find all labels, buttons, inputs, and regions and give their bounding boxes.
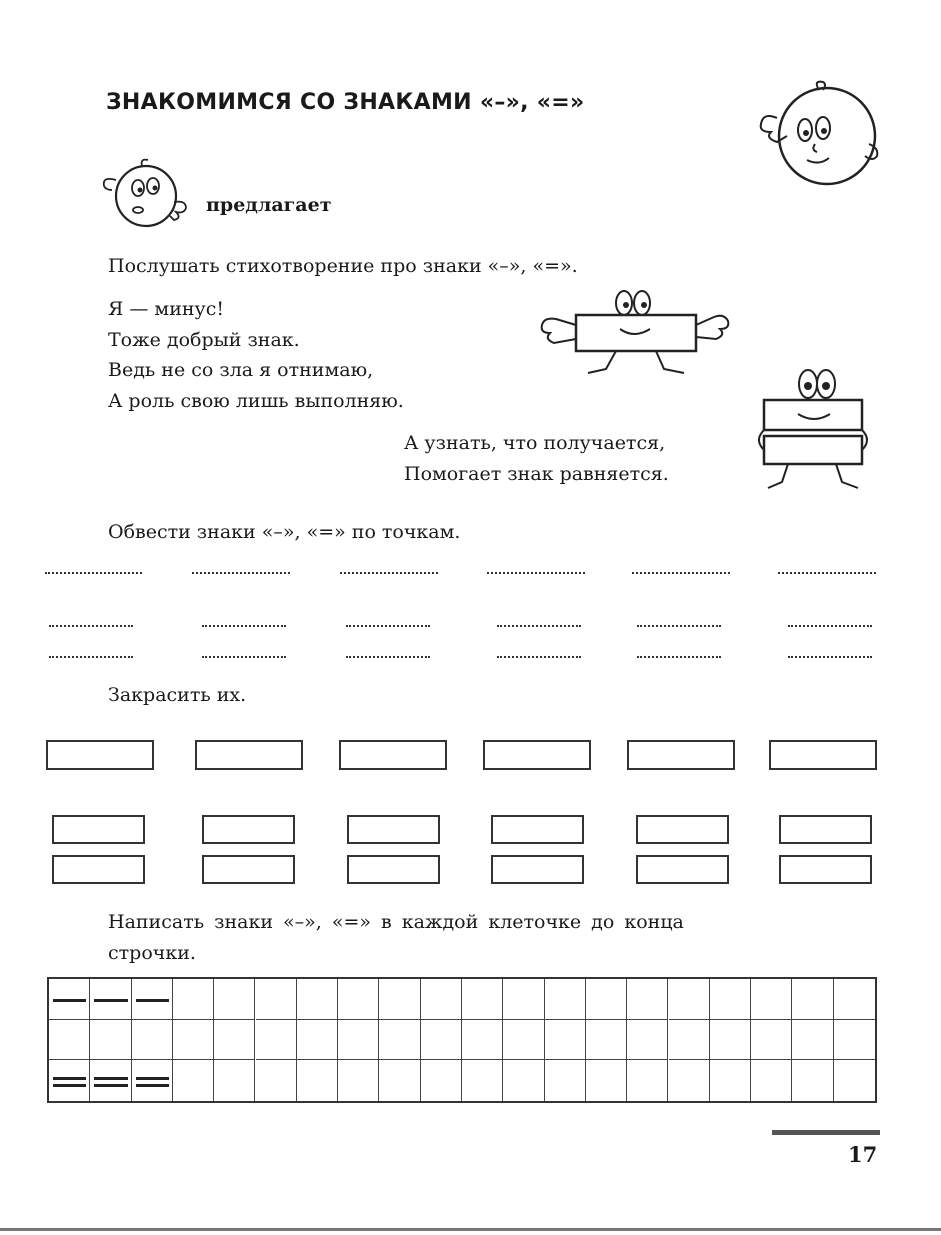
grid-cell[interactable] — [545, 1020, 586, 1061]
grid-cell[interactable] — [710, 1060, 751, 1101]
writing-grid[interactable] — [47, 977, 877, 1103]
grid-cell[interactable] — [173, 979, 214, 1020]
sample-minus — [94, 999, 127, 1002]
grid-cell[interactable] — [297, 1060, 338, 1101]
minus-character-icon — [536, 285, 736, 380]
sample-equals — [136, 1077, 169, 1080]
sample-equals — [136, 1084, 169, 1087]
bottom-edge-line — [0, 1228, 941, 1231]
grid-cell[interactable] — [669, 1020, 710, 1061]
smiley-face-small-icon — [98, 158, 194, 230]
grid-cell[interactable] — [627, 1020, 668, 1061]
grid-cell[interactable] — [710, 1020, 751, 1061]
dotted-minus — [632, 572, 730, 574]
minus-box[interactable] — [769, 740, 877, 770]
equals-box-top[interactable] — [52, 815, 145, 844]
dotted-equals-bottom — [202, 656, 286, 658]
sample-equals — [94, 1077, 127, 1080]
task-write-line-2: строчки. — [108, 942, 196, 964]
grid-cell[interactable] — [503, 1060, 544, 1101]
grid-cell[interactable] — [173, 1020, 214, 1061]
equals-box-top[interactable] — [347, 815, 440, 844]
dotted-equals-top — [49, 625, 133, 627]
sample-equals — [53, 1077, 86, 1080]
dotted-equals-bottom — [497, 656, 581, 658]
grid-cell[interactable] — [462, 979, 503, 1020]
grid-cell[interactable] — [669, 979, 710, 1020]
minus-box[interactable] — [627, 740, 735, 770]
offers-text: предлагает — [206, 194, 332, 216]
grid-cell[interactable] — [586, 1020, 627, 1061]
grid-cell[interactable] — [669, 1060, 710, 1101]
grid-cell[interactable] — [792, 1060, 833, 1101]
dotted-equals-bottom — [788, 656, 872, 658]
grid-cell[interactable] — [297, 979, 338, 1020]
sample-minus — [53, 999, 86, 1002]
equals-box-bottom[interactable] — [202, 855, 295, 884]
minus-box[interactable] — [339, 740, 447, 770]
equals-box-top[interactable] — [491, 815, 584, 844]
equals-character-icon — [752, 360, 872, 495]
grid-cell[interactable] — [338, 1020, 379, 1061]
minus-box[interactable] — [195, 740, 303, 770]
dotted-equals-top — [637, 625, 721, 627]
dotted-minus — [487, 572, 585, 574]
dotted-minus — [45, 572, 142, 574]
equals-box-bottom[interactable] — [491, 855, 584, 884]
grid-cell[interactable] — [627, 1060, 668, 1101]
grid-cell[interactable] — [132, 1060, 173, 1101]
grid-cell[interactable] — [421, 1060, 462, 1101]
task-trace-text: Обвести знаки «–», «=» по точкам. — [108, 521, 461, 543]
grid-cell[interactable] — [421, 1020, 462, 1061]
poem-line-3: Ведь не со зла я отнимаю, — [108, 359, 374, 381]
grid-cell[interactable] — [379, 1020, 420, 1061]
equals-box-top[interactable] — [779, 815, 872, 844]
grid-cell[interactable] — [545, 1060, 586, 1101]
grid-cell[interactable] — [256, 979, 297, 1020]
grid-cell[interactable] — [586, 1060, 627, 1101]
task-write-line-1: Написать знаки «–», «=» в каждой клеточке до конца — [108, 911, 684, 933]
grid-cell[interactable] — [379, 1060, 420, 1101]
grid-cell[interactable] — [338, 1060, 379, 1101]
sample-equals — [94, 1084, 127, 1087]
dotted-equals-bottom — [637, 656, 721, 658]
poem-line-2: Тоже добрый знак. — [108, 329, 300, 351]
grid-cell[interactable] — [297, 1020, 338, 1061]
grid-cell[interactable] — [751, 1060, 792, 1101]
dotted-equals-top — [346, 625, 430, 627]
equals-box-bottom[interactable] — [636, 855, 729, 884]
equals-box-top[interactable] — [202, 815, 295, 844]
grid-cell[interactable] — [256, 1020, 297, 1061]
equals-box-bottom[interactable] — [779, 855, 872, 884]
task-color-text: Закрасить их. — [108, 684, 247, 706]
intro-text: Послушать стихотворение про знаки «–», «=». — [108, 255, 578, 277]
grid-cell[interactable] — [710, 979, 751, 1020]
poem-right-line-2: Помогает знак равняется. — [404, 463, 669, 485]
grid-cell[interactable] — [462, 1020, 503, 1061]
poem-right-line-1: А узнать, что получается, — [404, 432, 666, 454]
page-title: ЗНАКОМИМСЯ СО ЗНАКАМИ «–», «=» — [106, 90, 585, 115]
grid-cell[interactable] — [421, 979, 462, 1020]
grid-cell[interactable] — [586, 979, 627, 1020]
minus-box[interactable] — [46, 740, 154, 770]
grid-cell[interactable] — [751, 1020, 792, 1061]
grid-cell[interactable] — [49, 1020, 90, 1061]
grid-cell[interactable] — [834, 1060, 875, 1101]
grid-cell[interactable] — [90, 1020, 131, 1061]
dotted-minus — [340, 572, 438, 574]
smiley-face-icon — [757, 78, 882, 188]
poem-line-4: А роль свою лишь выполняю. — [108, 390, 404, 412]
equals-box-bottom[interactable] — [52, 855, 145, 884]
equals-box-bottom[interactable] — [347, 855, 440, 884]
grid-cell[interactable] — [90, 1060, 131, 1101]
dotted-equals-top — [788, 625, 872, 627]
grid-cell[interactable] — [462, 1060, 503, 1101]
grid-cell[interactable] — [792, 979, 833, 1020]
dotted-equals-top — [497, 625, 581, 627]
grid-cell[interactable] — [214, 979, 255, 1020]
minus-box[interactable] — [483, 740, 591, 770]
grid-cell[interactable] — [834, 1020, 875, 1061]
dotted-minus — [778, 572, 876, 574]
sample-minus — [136, 999, 169, 1002]
grid-cell[interactable] — [627, 979, 668, 1020]
sample-equals — [53, 1084, 86, 1087]
grid-cell[interactable] — [214, 1060, 255, 1101]
grid-cell[interactable] — [792, 1020, 833, 1061]
grid-cell[interactable] — [214, 1020, 255, 1061]
dotted-equals-bottom — [346, 656, 430, 658]
equals-box-top[interactable] — [636, 815, 729, 844]
dotted-equals-top — [202, 625, 286, 627]
grid-cell[interactable] — [256, 1060, 297, 1101]
grid-cell[interactable] — [751, 979, 792, 1020]
page-number: 17 — [848, 1142, 878, 1167]
grid-cell[interactable] — [503, 979, 544, 1020]
grid-cell[interactable] — [545, 979, 586, 1020]
grid-cell[interactable] — [173, 1060, 214, 1101]
grid-cell[interactable] — [338, 979, 379, 1020]
grid-cell[interactable] — [834, 979, 875, 1020]
page-number-bar — [772, 1130, 880, 1135]
grid-cell[interactable] — [49, 1060, 90, 1101]
poem-line-1: Я — минус! — [108, 298, 224, 320]
dotted-minus — [192, 572, 290, 574]
dotted-equals-bottom — [49, 656, 133, 658]
grid-cell[interactable] — [503, 1020, 544, 1061]
grid-cell[interactable] — [132, 1020, 173, 1061]
grid-cell[interactable] — [379, 979, 420, 1020]
